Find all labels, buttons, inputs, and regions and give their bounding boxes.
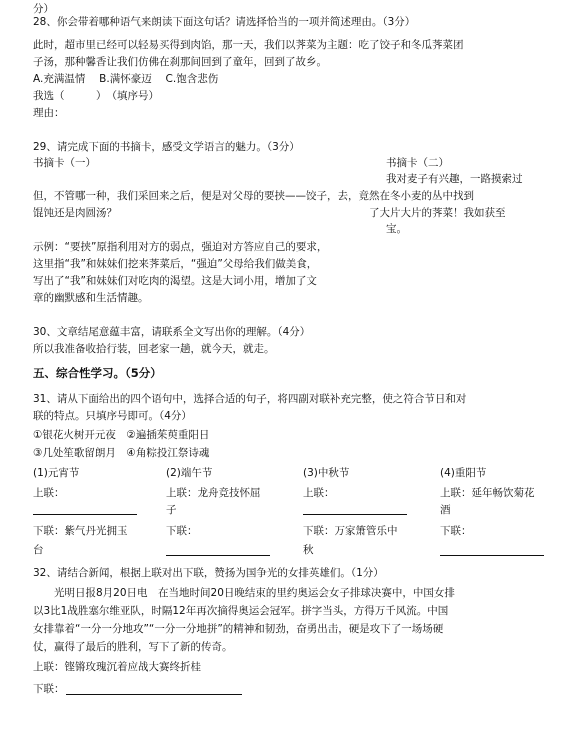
q31-col-3-lower: 下联：万家箫管乐中 <box>303 525 398 537</box>
q31-col-1-lower: 下联：紫气丹光拥玉 <box>33 525 128 537</box>
q31-col-2-upper: 上联：龙舟竞技怀屈 <box>166 487 261 499</box>
q32-passage-line-3: 女排靠着“一分一分地攻”“一分一分地拼”的精神和韧劲，奋勇出击，硬是攻下了一场场硬 <box>33 623 444 635</box>
q28-stem: 28、你会带着哪种语气来朗读下面这句话？请选择恰当的一项并简述理由。（3分） <box>33 16 416 28</box>
q32-passage-line-2: 以3比1战胜塞尔维亚队，时隔12年再次摘得奥运会冠军。拼字当头，方得万千风流。中国 <box>33 605 449 617</box>
q28-passage-line-1: 此时，超市里已经可以轻易买得到肉馅，那一天，我们以荠菜为主题：吃了饺子和冬瓜荠菜团 <box>33 39 464 51</box>
q30-stem: 30、文章结尾意蕴丰富，请联系全文写出你的理解。（4分） <box>33 326 311 338</box>
q29-example-line-3: 写出了“我”和妹妹们对吃肉的渴望。这是大词小用，增加了文 <box>33 275 317 287</box>
q29-card-2-title: 书摘卡（二） <box>386 157 449 169</box>
q31-col-4-upper-wrap: 酒 <box>440 504 451 516</box>
q31-col-2-upper-wrap: 子 <box>166 504 177 516</box>
q29-card-2-line-1: 我对麦子有兴趣，一路摸索过 <box>386 173 523 185</box>
q32-passage-line-1: 光明日报8月20日电 在当地时间20日晚结束的里约奥运会女子排球决赛中，中国女排 <box>33 587 455 599</box>
q30-answer: 所以我准备收拾行装，回老家一趟，就今天，就走。 <box>33 343 275 355</box>
q28-options: A.充满温情 B.满怀豪迈 C.饱含悲伤 <box>33 73 219 85</box>
q31-stem-line-2: 联的特点。只填序号即可。（4分） <box>33 410 192 422</box>
q31-col-1-upper-blank[interactable] <box>33 514 137 515</box>
q31-col-2-lower: 下联： <box>166 525 198 537</box>
q28-passage-line-2: 子汤，那种馨香让我们仿佛在刹那间回到了童年，回到了故乡。 <box>33 56 327 68</box>
q28-choice: 我选（ ） （填序号） <box>33 90 159 102</box>
q31-col-1-lower-wrap: 台 <box>33 544 44 556</box>
q32-upper: 上联：铿锵玫瑰沉着应战大赛终折桂 <box>33 661 201 673</box>
q29-card-1-line-1: 但，不管哪一种，我们采回来之后，便是对父母的要挟——饺子，去，竟然在冬小麦的丛中找到 <box>33 190 474 202</box>
q29-example-line-1: 示例：“要挟”原指利用对方的弱点，强迫对方答应自己的要求， <box>33 241 328 253</box>
q29-card-1-line-2: 馄饨还是肉圆汤？ 了大片大片的荠菜！我如获至 <box>33 207 506 219</box>
q31-col-4-upper: 上联：延年畅饮菊花 <box>440 487 535 499</box>
q31-options-row-2: ③几处笙歌留朗月 ④角粽投江祭诗魂 <box>33 447 210 459</box>
q31-col-3-header: (3)中秋节 <box>303 467 350 479</box>
q29-card-1-title: 书摘卡（一） <box>33 157 96 169</box>
q31-col-2-lower-blank[interactable] <box>166 555 270 556</box>
q32-lower-label: 下联： <box>33 683 65 695</box>
q31-options-row-1: ①银花火树开元夜 ②遍插茱萸重阳日 <box>33 429 210 441</box>
q32-passage-line-4: 仗，赢得了最后的胜利，写下了新的传奇。 <box>33 641 233 653</box>
q31-col-4-lower-blank[interactable] <box>440 555 544 556</box>
q29-card-2-line-4: 宝。 <box>386 223 407 235</box>
q31-stem-line-1: 31、请从下面给出的四个语句中，选择合适的句子，将四副对联补充完整，使之符合节日和对 <box>33 393 467 405</box>
q31-col-3-upper: 上联： <box>303 487 335 499</box>
q32-lower-blank[interactable] <box>66 694 242 695</box>
section-heading: 五、综合性学习。（5分） <box>33 366 162 380</box>
q29-example-line-4: 章的幽默感和生活情趣。 <box>33 292 149 304</box>
q31-col-4-header: (4)重阳节 <box>440 467 487 479</box>
clipped-top-text: 分） <box>33 3 54 15</box>
q31-col-3-upper-blank[interactable] <box>303 514 407 515</box>
q31-col-4-lower: 下联： <box>440 525 472 537</box>
q29-stem: 29、请完成下面的书摘卡，感受文学语言的魅力。（3分） <box>33 141 300 153</box>
q28-reason-label: 理由： <box>33 107 65 119</box>
q31-col-1-upper: 上联： <box>33 487 65 499</box>
q32-stem: 32、请结合新闻，根据上联对出下联，赞扬为国争光的女排英雄们。（1分） <box>33 567 384 579</box>
q29-example-line-2: 这里指“我”和妹妹们挖来荠菜后，“强迫”父母给我们做美食， <box>33 258 318 270</box>
q31-col-2-header: (2)端午节 <box>166 467 213 479</box>
q31-col-3-lower-wrap: 秋 <box>303 544 314 556</box>
q31-col-1-header: (1)元宵节 <box>33 467 80 479</box>
